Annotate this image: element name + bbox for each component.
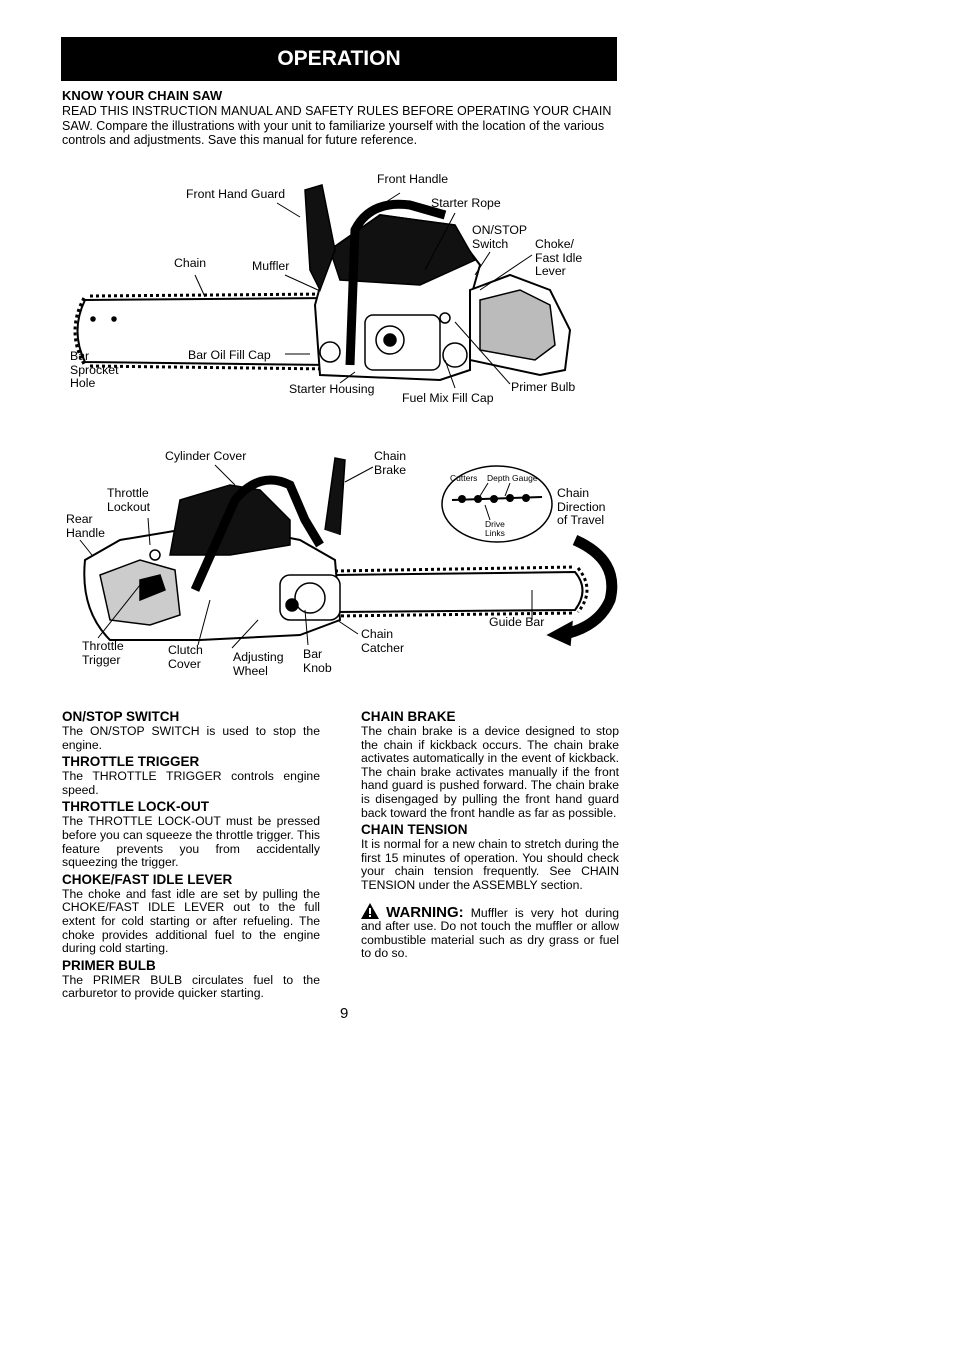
label-throttle-lockout: Throttle Lockout (107, 486, 151, 514)
label-choke-lever: Choke/ Fast Idle Lever (535, 237, 583, 278)
label-chain: Chain (174, 256, 207, 270)
intro-heading: KNOW YOUR CHAIN SAW (62, 88, 223, 103)
label-fuel-mix-fill-cap: Fuel Mix Fill Cap (402, 391, 494, 405)
label-chain-catcher: Chain Catcher (361, 627, 405, 655)
label-bar-knob: Bar Knob (303, 647, 332, 675)
label-on-stop-switch: ON/STOP Switch (472, 223, 528, 251)
label-bar-oil-fill-cap: Bar Oil Fill Cap (188, 348, 271, 362)
intro-text: READ THIS INSTRUCTION MANUAL AND SAFETY RULES BEFORE OPERATING YOUR CHAIN SAW. Compare the illustrations with your unit to familiarize yourself with the location of the various controls and adjustments. Save this manual for future reference. (62, 104, 612, 147)
label-front-hand-guard: Front Hand Guard (186, 187, 286, 201)
warning-text: Muffler is very hot during and after use. Do not touch the muffler or allow combustible material such as dry grass or fuel to do so. (361, 905, 619, 961)
heading-choke-lever: CHOKE/FAST IDLE LEVER (62, 871, 233, 887)
label-starter-housing: Starter Housing (289, 382, 375, 396)
text-chain-tension: It is normal for a new chain to stretch during the first 15 minutes of operation. You should check your chain tension frequently. See CHAIN TENSION under the ASSEMBLY section. (361, 837, 619, 892)
label-bar-sprocket-hole: Bar Sprocket Hole (70, 349, 119, 390)
warning-triangle-icon (361, 903, 379, 919)
heading-throttle-lockout: THROTTLE LOCK-OUT (62, 799, 209, 815)
label-adjusting-wheel: Adjusting Wheel (233, 650, 284, 678)
heading-on-stop-switch: ON/STOP SWITCH (62, 709, 180, 724)
heading-primer-bulb: PRIMER BULB (62, 957, 156, 973)
label-chain-direction: Chain Direction of Travel (557, 486, 606, 527)
label-chain-brake: Chain Brake (374, 449, 407, 477)
heading-chain-tension: CHAIN TENSION (361, 822, 468, 838)
text-throttle-trigger: The THROTTLE TRIGGER controls engine speed. (62, 769, 320, 797)
label-starter-rope: Starter Rope (431, 196, 501, 210)
text-throttle-lockout: The THROTTLE LOCK-OUT must be pressed before you can squeeze the throttle trigger. This feature prevents you from accidentally squeezing the trigger. (62, 814, 320, 870)
right-column (361, 709, 619, 963)
heading-throttle-trigger: THROTTLE TRIGGER (62, 754, 200, 770)
left-column (62, 709, 320, 1003)
label-guide-bar: Guide Bar (489, 615, 545, 629)
label-rear-handle: Rear Handle (66, 512, 105, 540)
label-primer-bulb: Primer Bulb (511, 380, 576, 394)
label-muffler: Muffler (252, 259, 290, 273)
text-primer-bulb: The PRIMER BULB circulates fuel to the carburetor to provide quicker starting. (62, 972, 320, 1001)
label-cylinder-cover: Cylinder Cover (165, 449, 247, 463)
label-cutters: Cutters (450, 473, 478, 483)
warning-label: WARNING: (386, 903, 464, 921)
warning-block (361, 903, 619, 961)
text-on-stop-switch: The ON/STOP SWITCH is used to stop the engine. (62, 724, 320, 752)
label-clutch-cover: Clutch Cover (168, 643, 203, 671)
text-choke-lever: The choke and fast idle are set by pulling the CHOKE/FAST IDLE LEVER out to the full extent for cold starting or after refueling. The choke provides additional fuel to the engine during cold starting. (62, 886, 320, 956)
section-title: OPERATION (277, 47, 401, 70)
page-number: 9 (340, 1005, 349, 1022)
label-throttle-trigger: Throttle Trigger (82, 639, 124, 667)
label-depth-gauge: Depth Gauge (487, 473, 538, 483)
heading-chain-brake: CHAIN BRAKE (361, 709, 456, 724)
label-drive-links: Drive Links (485, 519, 505, 538)
text-chain-brake: The chain brake is a device designed to stop the chain if kickback occurs. The chain brake activates automatically in the event of kickback. The chain brake activates manually if the front hand guard is pushed forward. The chain brake is disengaged by pulling the front hand guard back toward the front handle as far as possible. (361, 724, 619, 820)
label-front-handle: Front Handle (377, 172, 449, 186)
